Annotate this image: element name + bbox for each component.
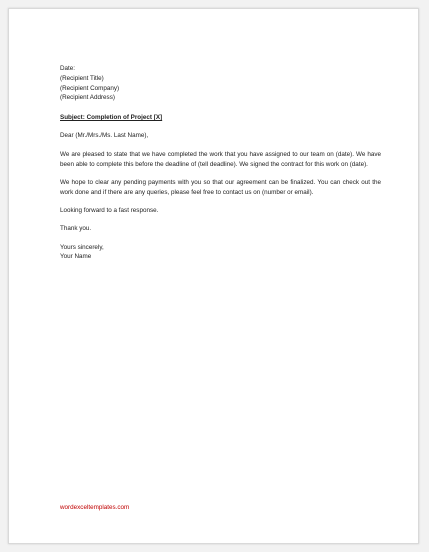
closing-line: Looking forward to a fast response.: [60, 206, 159, 214]
signature-name: Your Name: [60, 253, 92, 261]
recipient-address: (Recipient Address): [60, 94, 115, 102]
recipient-company: (Recipient Company): [60, 84, 120, 92]
body-paragraph-2: We hope to clear any pending payments with you so that our agreement can be finalized. You can check out the work done and if there are any queries, please feel free to contact us on (number or email).: [60, 178, 381, 196]
signature-block: [60, 243, 381, 263]
letter-body: [60, 64, 381, 262]
recipient-title: (Recipient Title): [60, 74, 104, 82]
subject-line: Subject: Completion of Project [X]: [60, 114, 163, 122]
recipient-block: [60, 74, 381, 103]
website-link[interactable]: wordexceltemplates.com: [60, 504, 130, 511]
thanks-line: Thank you.: [60, 225, 92, 233]
salutation: Dear (Mr./Mrs./Ms. Last Name),: [60, 132, 149, 140]
sign-off: Yours sincerely,: [60, 243, 104, 251]
letter-page: [8, 8, 419, 544]
date-label: Date:: [60, 65, 76, 72]
body-paragraph-1: We are pleased to state that we have completed the work that you have assigned to our team on (date). We have been able to complete this before the deadline of (tell deadline). We signed the contract for this work on (date).: [60, 150, 381, 168]
